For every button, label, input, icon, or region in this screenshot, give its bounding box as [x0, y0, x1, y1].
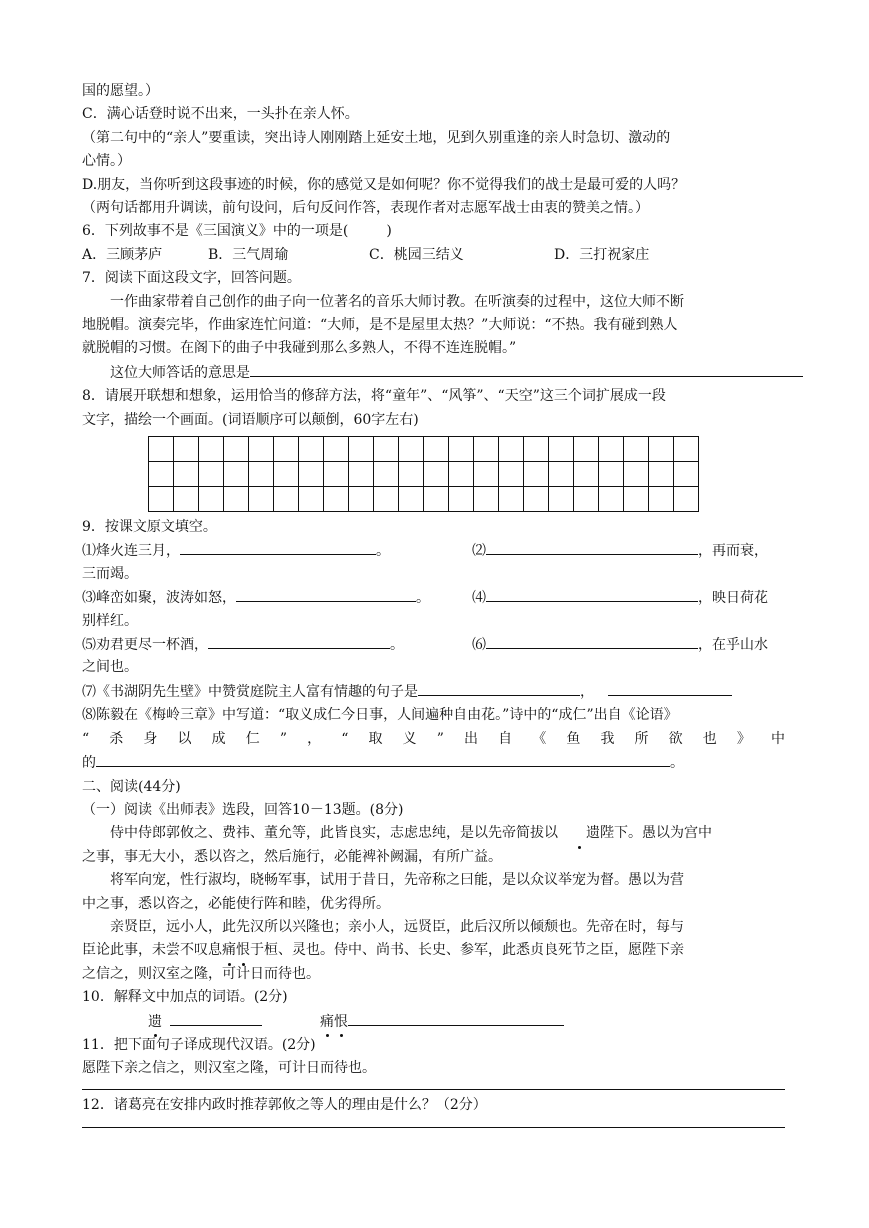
- fill-text: ⑸劝君更尽一杯酒，: [82, 637, 208, 654]
- section-title: 二、阅读(44分): [82, 778, 181, 795]
- fill-text: ⑴烽火连三月，: [82, 543, 180, 560]
- grid-cell[interactable]: [249, 437, 274, 462]
- fill-row: [82, 586, 785, 609]
- grid-row: [149, 437, 699, 462]
- option-b: B．三气周瑜: [208, 246, 289, 263]
- fill-item-2: [472, 539, 768, 563]
- text-line: 国的愿望。）: [82, 83, 159, 99]
- spread-char: “: [82, 730, 90, 747]
- grid-cell[interactable]: [449, 462, 474, 487]
- fill-item-3: [82, 586, 430, 610]
- spread-char: 所: [634, 730, 649, 747]
- grid-cell[interactable]: [224, 437, 249, 462]
- grid-cell[interactable]: [499, 487, 524, 512]
- text-line: 心情。）: [82, 153, 131, 170]
- grid-cell[interactable]: [674, 437, 699, 462]
- option-c: C．桃园三结义: [369, 246, 464, 263]
- grid-cell[interactable]: [474, 462, 499, 487]
- dotted-word: 痛: [320, 1011, 334, 1034]
- grid-row: [149, 487, 699, 512]
- fill-blank[interactable]: [486, 633, 698, 649]
- grid-cell[interactable]: [374, 462, 399, 487]
- fill-text: ⑹: [472, 637, 486, 654]
- spread-char: 以: [177, 730, 192, 747]
- question-7-ask: [82, 361, 785, 385]
- grid-cell[interactable]: [249, 487, 274, 512]
- grid-cell[interactable]: [524, 437, 549, 462]
- text-line: （第二句中的“亲人”要重读，突出诗人刚刚踏上延安土地，见到久别重逢的亲人时急切、激动的: [82, 129, 671, 146]
- question-10-stem: 10．解释文中加点的词语。(2分): [82, 989, 288, 1006]
- fill-item-8-end: [82, 751, 785, 775]
- grid-cell[interactable]: [424, 487, 449, 512]
- grid-cell[interactable]: [624, 437, 649, 462]
- fill-row: [82, 539, 785, 562]
- answer-blank[interactable]: [250, 361, 803, 377]
- grid-cell[interactable]: [349, 462, 374, 487]
- spread-char: 中: [770, 730, 785, 747]
- grid-cell[interactable]: [224, 462, 249, 487]
- exam-page: [82, 80, 785, 1128]
- passage-text: 臣论此事，未尝不叹息: [82, 942, 222, 959]
- grid-cell[interactable]: [674, 487, 699, 512]
- spread-char: 取: [368, 730, 383, 747]
- grid-cell[interactable]: [299, 487, 324, 512]
- grid-cell[interactable]: [349, 437, 374, 462]
- dotted-word: 恨: [334, 1011, 348, 1034]
- question-11-stem: 11．把下面句子译成现代汉语。(2分): [82, 1036, 316, 1053]
- grid-cell[interactable]: [599, 487, 624, 512]
- grid-cell[interactable]: [324, 462, 349, 487]
- spread-char: ”: [436, 730, 444, 747]
- spread-char: “: [341, 730, 349, 747]
- grid-cell[interactable]: [649, 487, 674, 512]
- dotted-word: 痛: [222, 939, 236, 962]
- passage-line: 一作曲家带着自己创作的曲子向一位著名的音乐大师讨教。在听演奏的过程中，这位大师不断: [110, 293, 684, 310]
- grid-cell[interactable]: [374, 487, 399, 512]
- grid-cell[interactable]: [324, 487, 349, 512]
- grid-cell[interactable]: [374, 437, 399, 462]
- paren-close: ): [386, 223, 392, 240]
- spread-char: 我: [600, 730, 615, 747]
- fill-continuation: 三而竭。: [82, 565, 138, 582]
- grid-cell[interactable]: [474, 487, 499, 512]
- dotted-word: 恨: [236, 939, 250, 962]
- passage-text: 陛下。愚以为宫中: [600, 825, 712, 842]
- option-a: A．三顾茅庐: [82, 246, 163, 263]
- grid-cell[interactable]: [624, 462, 649, 487]
- fill-text: ，在乎山水: [698, 637, 768, 654]
- fill-blank[interactable]: [608, 680, 732, 696]
- fill-blank[interactable]: [208, 633, 390, 649]
- fill-text: ，映日荷花: [698, 590, 768, 607]
- grid-cell[interactable]: [424, 437, 449, 462]
- grid-cell[interactable]: [324, 437, 349, 462]
- spread-char: 也: [702, 730, 717, 747]
- section-subtitle: （一）阅读《出师表》选段，回答10－13题。(8分): [82, 801, 404, 818]
- fill-text: ⑺《书湖阴先生壁》中赞赏庭院主人富有情趣的句子是: [82, 683, 418, 700]
- grid-cell[interactable]: [399, 487, 424, 512]
- question-6-options: [82, 244, 785, 267]
- grid-cell[interactable]: [649, 437, 674, 462]
- grid-cell[interactable]: [649, 462, 674, 487]
- fill-item-6: [472, 633, 768, 657]
- grid-cell[interactable]: [474, 437, 499, 462]
- spread-char: 出: [464, 730, 478, 747]
- grid-cell[interactable]: [599, 437, 624, 462]
- grid-cell[interactable]: [499, 462, 524, 487]
- fill-blank[interactable]: [236, 586, 416, 602]
- grid-cell[interactable]: [449, 437, 474, 462]
- grid-row: [149, 462, 699, 487]
- dotted-word: 遗: [558, 822, 600, 845]
- spread-char: 义: [402, 730, 417, 747]
- answer-line[interactable]: [82, 1127, 785, 1128]
- fill-item-8-justified-line: [82, 728, 785, 751]
- grid-cell[interactable]: [174, 462, 199, 487]
- passage-text: 于桓、灵也。侍中、尚书、长史、参军，此悉贞良死节之臣，愿陛下亲: [250, 942, 684, 959]
- grid-cell[interactable]: [574, 462, 599, 487]
- spread-char: 杀: [109, 730, 124, 747]
- fill-text: 。: [376, 543, 390, 560]
- grid-cell[interactable]: [299, 462, 324, 487]
- passage-line: 将军向宠，性行淑均，晓畅军事，试用于昔日，先帝称之曰能，是以众议举宠为督。愚以为营: [110, 872, 684, 889]
- fill-blank[interactable]: [486, 539, 698, 555]
- option-c: C．满心话登时说不出来，一头扑在亲人怀。: [82, 106, 359, 123]
- question-10-items: [82, 1010, 785, 1034]
- spread-char: 仁: [245, 730, 260, 747]
- dotted-word: 遗: [148, 1011, 162, 1034]
- grid-cell[interactable]: [399, 437, 424, 462]
- grid-cell[interactable]: [174, 437, 199, 462]
- grid-cell[interactable]: [174, 487, 199, 512]
- fill-text: 。: [670, 755, 684, 772]
- fill-blank[interactable]: [486, 586, 698, 602]
- fill-blank[interactable]: [418, 680, 580, 696]
- grid-cell[interactable]: [274, 437, 299, 462]
- grid-cell[interactable]: [249, 462, 274, 487]
- grid-cell[interactable]: [199, 487, 224, 512]
- grid-cell[interactable]: [424, 462, 449, 487]
- passage-line: [82, 822, 785, 845]
- question-9-stem: 9．按课文原文填空。: [82, 519, 217, 536]
- question-8-stem: 文字，描绘一个画面。(词语顺序可以颠倒，60字左右): [82, 411, 419, 428]
- spread-char: ，: [307, 730, 322, 747]
- fill-row: [82, 633, 785, 656]
- fill-item-5: [82, 633, 404, 657]
- grid-cell[interactable]: [349, 487, 374, 512]
- grid-cell[interactable]: [574, 487, 599, 512]
- passage-line: 之事，事无大小，悉以咨之，然后施行，必能裨补阙漏，有所广益。: [82, 848, 502, 865]
- passage-line: 亲贤臣，远小人，此先汉所以兴隆也；亲小人，远贤臣，此后汉所以倾颓也。先帝在时，每与: [110, 918, 684, 935]
- passage-line: 地脱帽。演奏完毕，作曲家连忙问道：“大师，是不是屋里太热？”大师说：“不热。我有碰到熟人: [82, 317, 678, 334]
- fill-blank[interactable]: [180, 539, 376, 555]
- grid-cell[interactable]: [224, 487, 249, 512]
- question-7-stem: 7．阅读下面这段文字，回答问题。: [82, 270, 301, 287]
- fill-text: 。: [416, 590, 430, 607]
- grid-cell[interactable]: [449, 487, 474, 512]
- answer-blank[interactable]: [348, 1010, 564, 1026]
- answer-blank[interactable]: [170, 1010, 262, 1026]
- question-11-sentence: 愿陛下亲之信之，则汉室之隆，可计日而待也。: [82, 1060, 376, 1077]
- fill-text: ，再而衰，: [698, 543, 768, 560]
- grid-cell[interactable]: [149, 487, 174, 512]
- fill-text: 。: [390, 637, 404, 654]
- grid-cell[interactable]: [149, 437, 174, 462]
- option-d: D.朋友，当你听到这段事迹的时候，你的感觉又是如何呢？你不觉得我们的战士是最可爱的人吗？: [82, 176, 686, 193]
- grid-cell[interactable]: [399, 462, 424, 487]
- grid-cell[interactable]: [199, 462, 224, 487]
- grid-cell[interactable]: [599, 462, 624, 487]
- grid-cell[interactable]: [549, 437, 574, 462]
- fill-item-4: [472, 586, 768, 610]
- spread-char: 成: [211, 730, 226, 747]
- passage-text: 侍中侍郎郭攸之、费祎、董允等，此皆良实，志虑忠纯，是以先帝简拔以: [110, 825, 558, 842]
- fill-item-1: [82, 539, 390, 563]
- spread-char: 自: [498, 730, 513, 747]
- option-d: D．三打祝家庄: [554, 246, 650, 263]
- spread-char: 欲: [668, 730, 683, 747]
- spread-char: 鱼: [566, 730, 581, 747]
- grid-cell[interactable]: [274, 462, 299, 487]
- grid-cell[interactable]: [274, 487, 299, 512]
- spread-char: 》: [736, 730, 751, 747]
- passage-line: 中之事，悉以咨之，必能使行阵和睦，优劣得所。: [82, 895, 390, 912]
- grid-cell[interactable]: [524, 487, 549, 512]
- fill-text: ⑷: [472, 590, 486, 607]
- grid-cell[interactable]: [199, 437, 224, 462]
- writing-grid[interactable]: [148, 436, 699, 512]
- fill-continuation: 之间也。: [82, 659, 138, 676]
- question-6-text: 6．下列故事不是《三国演义》中的一项是(: [82, 223, 349, 240]
- fill-blank[interactable]: [96, 751, 670, 767]
- fill-text: ⑵: [472, 543, 486, 560]
- fill-text: ⑶峰峦如聚，波涛如怒，: [82, 590, 236, 607]
- grid-cell[interactable]: [574, 437, 599, 462]
- passage-line: 就脱帽的习惯。在阁下的曲子中我碰到那么多熟人，不得不连连脱帽。”: [82, 340, 517, 357]
- grid-cell[interactable]: [674, 462, 699, 487]
- grid-cell[interactable]: [624, 487, 649, 512]
- question-6-stem: [82, 220, 785, 243]
- passage-line: [82, 939, 785, 962]
- fill-text: 的: [82, 755, 96, 772]
- fill-text: ，: [580, 683, 594, 700]
- text-line: （两句话都用升调读，前句设问，后句反问作答，表现作者对志愿军战士由衷的赞美之情。）: [82, 200, 649, 217]
- answer-line[interactable]: [82, 1089, 785, 1090]
- grid-cell[interactable]: [499, 437, 524, 462]
- spread-char: 《: [532, 730, 547, 747]
- question-7-ask-text: 这位大师答话的意思是: [110, 364, 250, 381]
- fill-item-8: ⑻陈毅在《梅岭三章》中写道：“取义成仁今日事，人间遍种自由花。”诗中的“成仁”出自《论语》: [82, 707, 678, 724]
- grid-cell[interactable]: [549, 462, 574, 487]
- grid-cell[interactable]: [524, 462, 549, 487]
- fill-continuation: 别样红。: [82, 612, 138, 629]
- fill-item-7: [82, 680, 785, 704]
- grid-cell[interactable]: [549, 487, 574, 512]
- question-12-stem: 12．诸葛亮在安排内政时推荐郭攸之等人的理由是什么？（2分）: [82, 1096, 487, 1113]
- grid-cell[interactable]: [299, 437, 324, 462]
- grid-cell[interactable]: [149, 462, 174, 487]
- spread-char: 身: [143, 730, 158, 747]
- question-8-stem: 8．请展开联想和想象，运用恰当的修辞方法，将“童年”、“风筝”、“天空”这三个词扩展成一段: [82, 388, 666, 405]
- passage-line: 之信之，则汉室之隆，可计日而待也。: [82, 965, 320, 982]
- spread-char: ”: [279, 730, 287, 747]
